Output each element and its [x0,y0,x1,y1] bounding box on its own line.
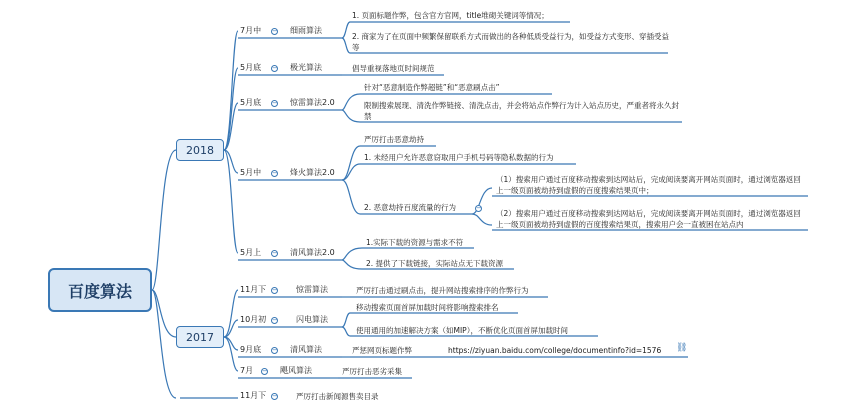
root-label: 百度算法 [67,281,132,301]
algo-date: 7月中 [240,26,262,35]
algo-detail: 1.实际下载的资源与需求不符 [366,238,464,247]
algo-name[interactable]: 飓风算法 [280,366,312,375]
algo-date: 5月底 [240,98,262,107]
collapse-toggle[interactable]: − [272,249,278,257]
algo-detail: 严厉打击恶意劫持 [364,135,424,144]
algo-detail: 1. 页面标题作弊，包含官方官网，title堆砌关键词等情况； [352,11,549,20]
collapse-toggle[interactable]: − [476,204,482,212]
collapse-toggle[interactable]: − [272,64,278,72]
algo-detail: 2. 提供了下载链接，实际站点无下载资源 [366,259,504,268]
algo-detail: 2. 恶意劫持百度流量的行为 [364,203,457,212]
algo-name[interactable]: 极光算法 [290,63,322,72]
year-node-2017[interactable] [176,326,224,348]
algo-detail: 1. 未经用户允许恶意窃取用户手机号码等隐私数据的行为 [364,153,554,162]
algo-detail: 严厉打击通过刷点击，提升网站搜索排序的作弊行为 [356,286,529,295]
algo-detail: 2. 商家为了在页面中频繁保留联系方式而做出的各种低质受益行为，如受益方式变形、穿插受益等 [352,32,670,52]
collapse-toggle[interactable]: − [272,392,278,400]
collapse-toggle[interactable]: − [272,99,278,107]
algo-detail: 严惩网页标题作弊 [352,346,412,355]
algo-name[interactable]: 闪电算法 [296,315,328,324]
algo-date: 7月 [240,366,254,375]
algo-detail: 严厉打击新闻源售卖目录 [296,392,379,401]
algo-date: 11月下 [240,285,267,294]
algo-date: 9月底 [240,345,262,354]
link-icon[interactable]: ⛓ [676,343,688,353]
collapse-toggle[interactable]: − [272,169,278,177]
algo-detail: 移动搜索页面首屏加载时间将影响搜索排名 [356,303,499,312]
algo-name[interactable]: 细雨算法 [290,26,322,35]
algo-name[interactable]: 惊雷算法 [296,285,328,294]
algo-date: 5月上 [240,248,262,257]
algo-date: 5月底 [240,63,262,72]
collapse-toggle[interactable]: − [262,367,268,375]
year-label: 2018 [186,143,214,157]
algo-date: 5月中 [240,168,262,177]
year-label: 2017 [186,330,214,344]
algo-detail: 针对“恶意制造作弊超链”和“恶意刷点击” [364,83,500,92]
algo-name[interactable]: 惊雷算法2.0 [290,98,335,107]
collapse-toggle[interactable]: − [272,316,278,324]
collapse-toggle[interactable]: − [272,346,278,354]
year-node-2018[interactable] [176,139,224,161]
algo-detail: 倡导重视落地页时间规范 [352,64,435,73]
collapse-toggle[interactable]: − [272,286,278,294]
algo-date: 11月下 [240,391,267,400]
algo-date: 10月初 [240,315,267,324]
collapse-toggle[interactable]: − [272,27,278,35]
algo-subdetail: （2）搜索用户通过百度移动搜索到达网站后，完成阅读要离开网站页面时，通过浏览器返回上一级页面被劫持到虚假的百度搜索结果页，搜索用户会一直被困在站点内 [496,209,801,229]
doc-link[interactable]: https://ziyuan.baidu.com/college/documentinfo?id=1576 [448,346,662,355]
algo-subdetail: （1）搜索用户通过百度移动搜索到达网站后，完成阅读要离开网站页面时，通过浏览器返回上一级页面被劫持到虚假的百度搜索结果页中； [496,175,801,195]
algo-name[interactable]: 清风算法2.0 [290,248,335,257]
root-node[interactable] [48,268,152,312]
algo-detail: 限制搜索展现、清洗作弊链接、清洗点击，并会将站点作弊行为计入站点历史，严重者将永久封禁 [364,101,679,121]
algo-detail: 严厉打击恶劣采集 [342,367,402,376]
algo-name[interactable]: 烽火算法2.0 [290,168,335,177]
algo-detail: 使用通用的加速解决方案（如MIP），不断优化页面首屏加载时间 [356,326,568,335]
algo-name[interactable]: 清风算法 [290,345,322,354]
